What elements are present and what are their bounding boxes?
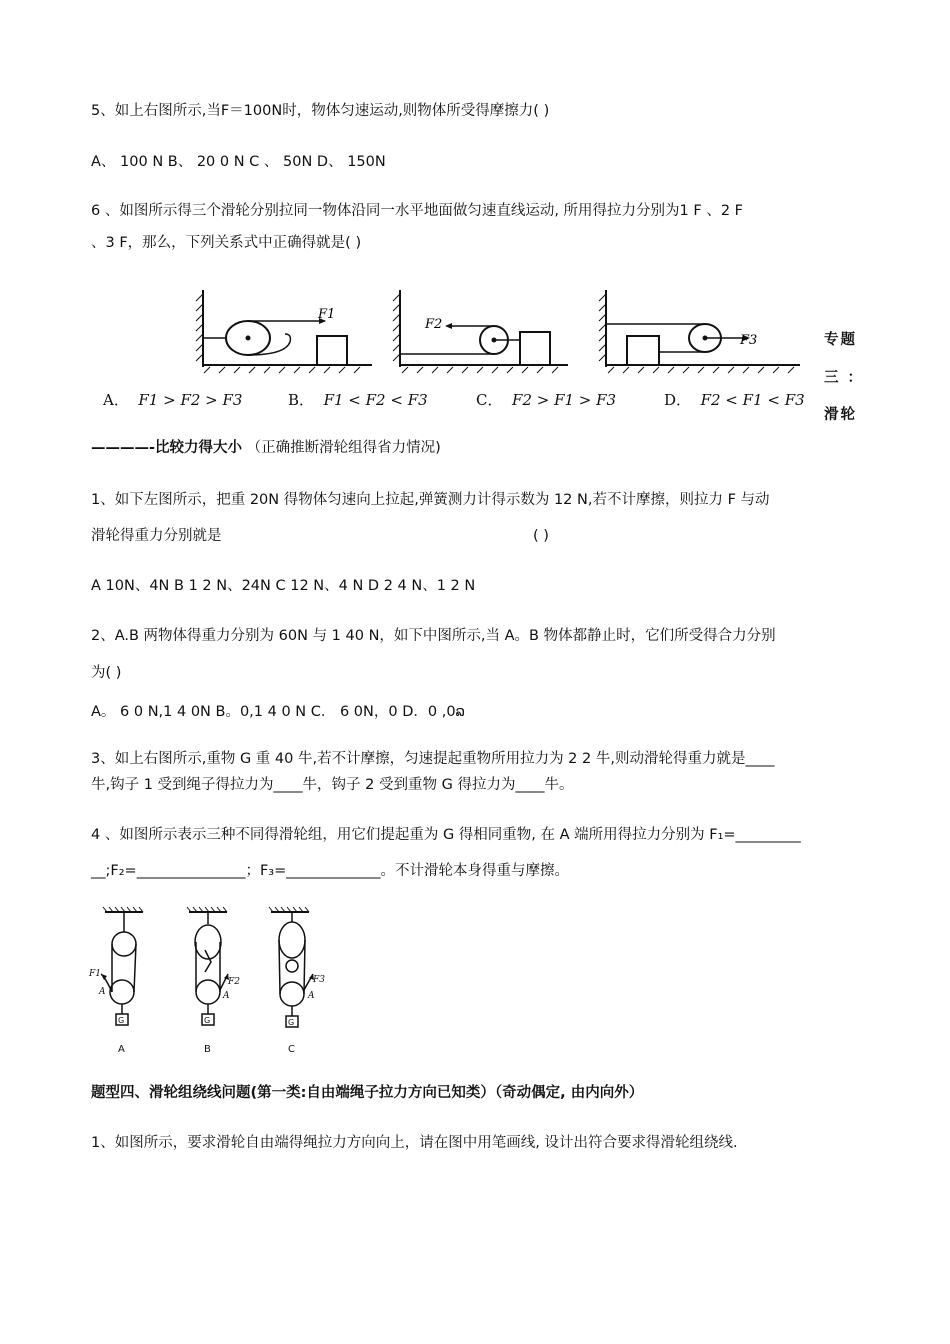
q6-fig-label-f2: F2 [425, 317, 443, 332]
q6-figure-a [196, 290, 372, 373]
section4-heading: 题型四、滑轮组绕线问题(第一类:自由端绳子拉力方向已知类）（奇动偶定, 由内向外） [91, 1085, 644, 1101]
s3q4-line1: 4 、如图所示表示三种不同得滑轮组，用它们提起重为 G 得相同重物, 在 A 端所用得拉力分别为 F₁=_________ [91, 827, 801, 843]
s3q4-label-f3: F3 [313, 975, 325, 985]
s3q4-line2: __;F₂=_______________；F₃=_____________。不计滑轮本身得重与摩擦。 [91, 863, 569, 879]
q6-figure-b [393, 290, 568, 373]
s3q1-options: A 10N、4N B 1 2 N、24N C 12 N、4 N D 2 4 N、1 2 N [91, 578, 476, 594]
q6-line1: 6 、如图所示得三个滑轮分别拉同一物体沿同一水平地面做匀速直线运动, 所用得拉力分别为1 F 、2 F [91, 203, 744, 219]
s3q4-weight-c: G [288, 1018, 295, 1027]
s3q4-letter-a: A [118, 1044, 125, 1055]
s3q4-pulley-figures [85, 902, 345, 1062]
s3q4-label-a3: A [308, 991, 315, 1001]
side-title-line1: 专题 [824, 332, 857, 348]
q6-fig-label-f1: F1 [318, 307, 336, 322]
s3q4-label-f1: F1 [89, 969, 101, 979]
s4q1-text: 1、如图所示，要求滑轮自由端得绳拉力方向向上，请在图中用笔画线, 设计出符合要求得滑轮组绕线. [91, 1135, 738, 1151]
s3q4-letter-c: C [288, 1044, 295, 1055]
q6-option-a: A． F1 > F2 > F3 [103, 391, 243, 409]
s3q3-line1: 3、如上右图所示,重物 G 重 40 牛,若不计摩擦，匀速提起重物所用拉力为 2 2 牛,则动滑轮得重力就是____ [91, 751, 775, 767]
s3q1-line2: 滑轮得重力分别就是 [91, 528, 222, 544]
q6-figure-c [599, 290, 800, 373]
q6-option-d: D． F2 < F1 < F3 [664, 391, 805, 409]
s3q2-line1: 2、A.B 两物体得重力分别为 60N 与 1 40 N，如下中图所示,当 A。B 物体都静止时，它们所受得合力分别 [91, 628, 776, 644]
q6-option-b: B． F1 < F2 < F3 [288, 391, 428, 409]
side-title-line2: 三 ： [824, 370, 865, 386]
s3q4-label-f2: F2 [228, 977, 240, 987]
s3q4-letter-b: B [204, 1044, 211, 1055]
s3q4-weight-b: G [204, 1016, 211, 1025]
s3q4-weight-a: G [118, 1016, 125, 1025]
s3q4-figure-c [269, 907, 313, 1027]
s3q4-figure-a [101, 907, 143, 1025]
q6-fig-label-f3: F3 [740, 333, 758, 348]
s3q2-line2: 为( ) [91, 665, 122, 681]
s3q3-line2: 牛,钩子 1 受到绳子得拉力为____牛，钩子 2 受到重物 G 得拉力为____牛。 [91, 777, 574, 793]
q5-text: 5、如上右图所示,当F＝100N时，物体匀速运动,则物体所受得摩擦力( ) [91, 103, 550, 119]
q6-line2: 、3 F，那么，下列关系式中正确得就是( ) [91, 235, 362, 251]
s3q4-figure-b [187, 907, 228, 1025]
side-title-line3: 滑轮 [824, 407, 857, 423]
section3-heading [91, 438, 441, 458]
section3-heading-bold: ————-比较力得大小 [91, 440, 243, 456]
s3q4-label-a1: A [99, 987, 106, 997]
section3-heading-note: （正确推断滑轮组得省力情况) [242, 440, 441, 456]
s3q1-line1: 1、如下左图所示，把重 20N 得物体匀速向上拉起,弹簧测力计得示数为 12 N,若不计摩擦，则拉力 F 与动 [91, 492, 770, 508]
q5-options: A、 100 N B、 20 0 N C 、 50N D、 150N [91, 154, 386, 170]
q6-option-c: C． F2 > F1 > F3 [476, 391, 617, 409]
s3q4-label-a2: A [223, 991, 230, 1001]
s3q2-options: A。 6 0 N,1 4 0N B。0,1 4 0 N C． 6 0N，0 D．0 ,0ລ [91, 704, 465, 720]
s3q1-paren: ( ) [533, 528, 549, 544]
